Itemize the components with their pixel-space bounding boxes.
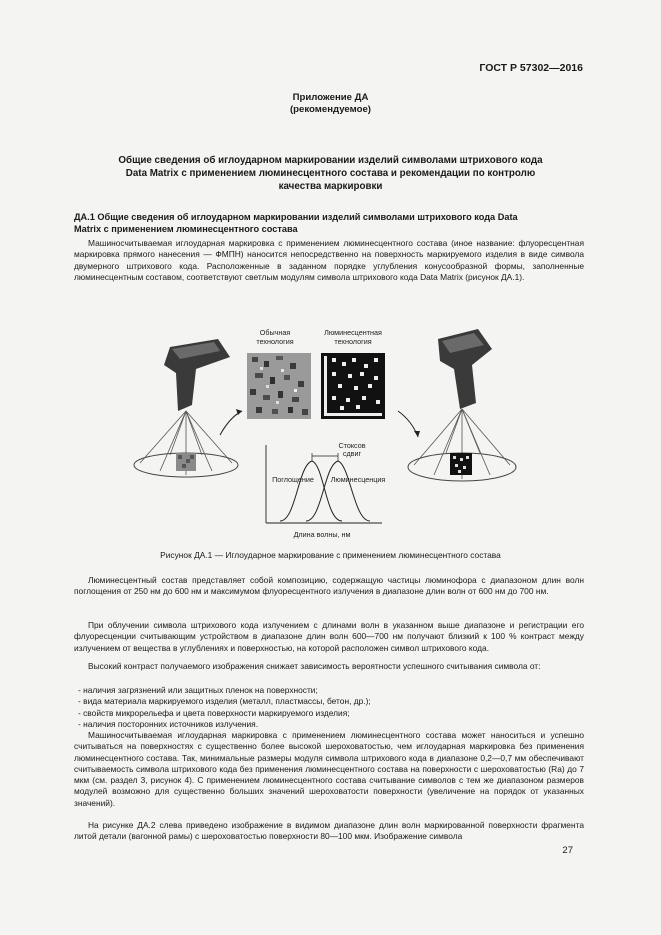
main-heading-line: качества маркировки: [278, 181, 383, 192]
regular-code-image: [247, 353, 311, 419]
luminescent-code-image: [321, 353, 385, 419]
label-stokes-1: Стоксов: [338, 441, 366, 450]
section-heading-line: Matrix с применением люминесцентного состава: [74, 224, 298, 234]
right-scanner-icon: [408, 329, 516, 481]
factor-list: [74, 685, 584, 730]
paragraph-contrast: Высокий контраст получаемого изображения снижает зависимость вероятности успешного считывания символа от:: [88, 661, 541, 671]
paragraph-irradiation: При облучении символа штрихового кода излучением с длинами волн в указанном выше диапазоне и регистрации его флуоресценции считывающим устройством в диапазоне длин волн 600—700 нм получают близкий к 100 % контраст между излучением от вещества в углублениях и поверхностью, на которой расположен символ штрихового кода.: [74, 620, 584, 653]
paragraph-intro: Машиносчитываемая иглоударная маркировка с применением люминесцентного состава (иное название: флуоресцентная маркировка прямого нанесения — ФМПН) наносится непосредственно на поверхность маркируемого изделия в виде символа двумерного штрихового кода. Расположенные в заданном порядке углубления конусообразной формы, заполненные люминесцентным составом, соответствуют светлым модулям символа штрихового кода Data Matrix (рисунок ДА.1).: [74, 238, 584, 282]
figure-da1: [100, 325, 570, 545]
section-heading: [74, 211, 594, 235]
label-regular-2: технология: [256, 337, 294, 346]
spectrum-chart: [266, 441, 385, 539]
list-item: - наличия загрязнений или защитных пленок на поверхности;: [78, 685, 318, 695]
paragraph-composition: Люминесцентный состав представляет собой композицию, содержащую частицы люминофора с диапазоном длин волн поглощения от 250 нм до 600 нм и максимумом флуоресцентного излучения в диапазоне длин волн от 600 нм до 700 нм.: [74, 575, 584, 597]
annex-title: Приложение ДА: [292, 92, 369, 103]
paragraph-figure-da2: На рисунке ДА.2 слева приведено изображение в видимом диапазоне длин волн маркированной поверхности фрагмента литой детали (вагонной рамы) с шероховатостью поверхности 80—100 мкм. Изображение символа: [74, 820, 584, 842]
label-stokes-2: сдвиг: [342, 449, 362, 458]
figure-caption: Рисунок ДА.1 — Иглоударное маркирование с применением люминесцентного состава: [160, 550, 501, 560]
absorption-curve: [280, 461, 342, 521]
label-luminescent-2: технология: [334, 337, 372, 346]
label-regular-1: Обычная: [259, 328, 291, 337]
list-item: - свойств микрорельефа и цвета поверхности маркируемого изделия;: [78, 707, 350, 718]
arrow-right-icon: [414, 431, 420, 437]
main-heading: [70, 154, 591, 193]
label-luminescent-1: Люминесцентная: [324, 328, 382, 337]
main-heading-line: Общие сведения об иглоударном маркировании изделий символами штрихового кода: [118, 155, 543, 166]
list-item: - вида материала маркируемого изделия (металл, пластмассы, бетон, др.);: [78, 696, 371, 707]
page-number: 27: [562, 845, 573, 856]
list-item: - наличия посторонних источников излучения.: [78, 718, 259, 729]
annex-status: (рекомендуемое): [289, 104, 371, 115]
label-wavelength: Длина волны, нм: [293, 530, 351, 539]
main-heading-line: Data Matrix с применением люминесцентного состава и рекомендации по контролю: [125, 168, 536, 179]
luminescence-curve: [306, 461, 370, 521]
section-heading-line: ДА.1 Общие сведения об иглоударном маркировании изделий символами штрихового кода Data: [74, 212, 518, 222]
label-luminescence: Люминесценция: [330, 475, 386, 484]
label-absorption: Поглощение: [272, 475, 314, 484]
paragraph-roughness: Машиносчитываемая иглоударная маркировка с применением люминесцентного состава может наноситься и успешно считываться на поверхностях с существенно более высокой шероховатостью, чем иглоударная маркировка без применения люминесцентного состава. Так, минимальные размеры модуля символа штрихового кода в диапазоне 0,2—0,7 мм обеспечивают считываемость символа штрихового кода без применения люминесцентного состава на поверхности с шероховатостью (Ra) до 7 мкм (см. раздел 3, рисунок 4). С применением люминесцентного состава считывание символов с тем же диапазоном размеров модулей возможно для существенно больших значений шероховатости поверхности (увеличение на порядок от указанных значений).: [74, 730, 584, 808]
standard-code: ГОСТ Р 57302—2016: [479, 62, 583, 74]
left-scanner-icon: [134, 339, 238, 477]
